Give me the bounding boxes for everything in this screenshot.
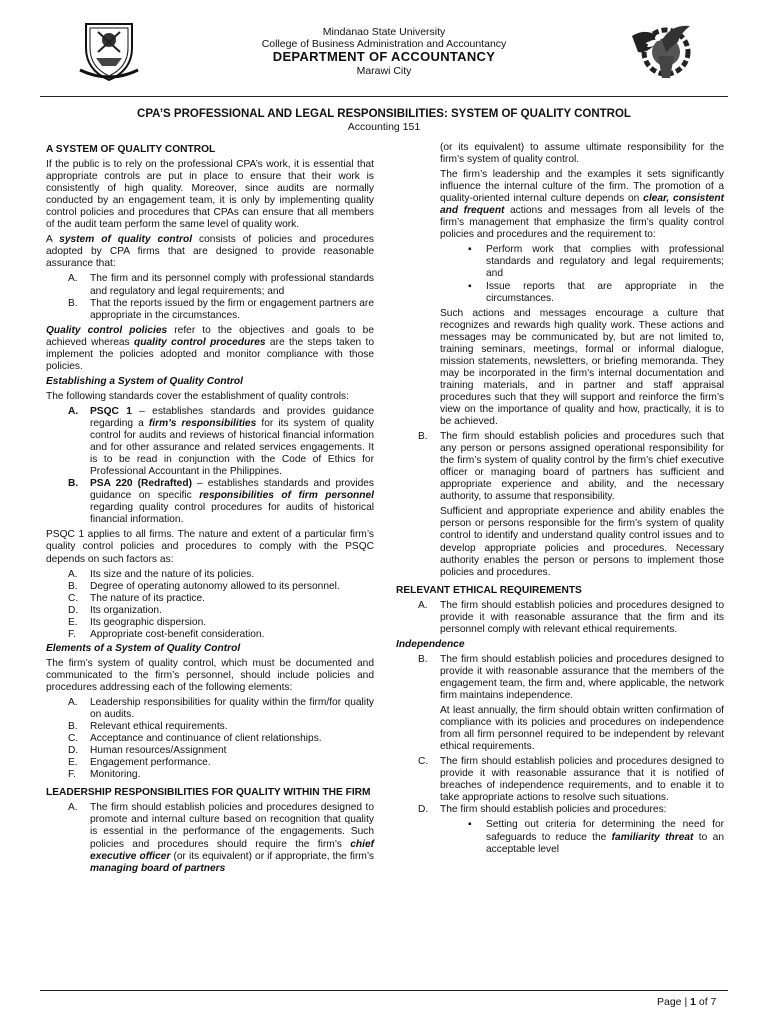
left-column	[46, 144, 374, 878]
page-number: Page | 1 of 7	[657, 996, 717, 1008]
leadership-culture-paragraph: The firm’s leadership and the examples it sets significantly influence the internal culture of the firm. The promotion of a quality-oriented internal culture depends on clear, consistent and frequent actions and messages from all levels of the firm’s management that emphasize the firm’s quality control policies and procedures and the requirement to:	[440, 169, 724, 241]
definition-paragraph: A system of quality control consists of policies and procedures adopted by CPA firms that are designed to provide reasonable assurance that:	[46, 234, 374, 270]
leadership-continuation: (or its equivalent) to assume ultimate responsibility for the firm’s system of quality control.	[440, 142, 724, 166]
list-item: D. Human resources/Assignment	[68, 745, 227, 757]
accountancy-eagle-logo	[628, 16, 696, 86]
list-item: E. Engagement performance.	[68, 757, 211, 769]
list-item: F. Appropriate cost-benefit consideration.	[68, 628, 265, 640]
list-item: B. The firm should establish policies and procedures designed to provide it with reasonable assurance that the members of the engagement team, the firm and, where applicable, the network firm maintains independence.	[418, 653, 724, 702]
assurance-list	[46, 273, 374, 321]
factors-list	[46, 569, 374, 641]
leadership-list	[46, 802, 374, 874]
header-rule	[40, 96, 728, 97]
subheading-establishing: Establishing a System of Quality Control	[46, 375, 243, 387]
list-item: A. PSQC 1 – establishes standards and provides guidance regarding a firm’s responsibilities for its system of quality control for audits and reviews of historical financial information and for other assurance and related services engagements. It is to be read in conjunction with the Code of Ethics for Professional Accountant in the Philippines.	[68, 405, 375, 478]
psqc-applies-paragraph: PSQC 1 applies to all firms. The nature and extent of a particular firm’s quality control policies and procedures to comply with the PSQC depends on such factors as:	[46, 529, 374, 565]
elements-list	[46, 697, 374, 781]
page-header	[0, 0, 768, 96]
independence-list-c	[396, 756, 724, 816]
department-name: DEPARTMENT OF ACCOUNTANCY	[272, 49, 496, 65]
section-heading-ethical: RELEVANT ETHICAL REQUIREMENTS	[396, 584, 582, 596]
list-item: A. The firm should establish policies and procedures designed to promote and internal culture based on recognition that quality is essential in the performance of the engagements. Such policies and procedures should require the firm’s chief executive officer (or its equivalent) or if appropriate, the firm’s managing board of partners	[68, 802, 374, 874]
list-item: D. Its organization.	[68, 604, 162, 616]
list-item: B. Relevant ethical requirements.	[68, 721, 228, 733]
subheading-independence: Independence	[396, 638, 465, 650]
city-name: Marawi City	[356, 65, 412, 78]
section-heading-leadership: LEADERSHIP RESPONSIBILITIES FOR QUALITY WITHIN THE FIRM	[46, 787, 371, 799]
list-item: B. That the reports issued by the firm or engagement partners are appropriate in the circumstances.	[68, 297, 374, 321]
college-name: College of Business Administration and Accountancy	[261, 38, 507, 51]
list-item: ▪ Issue reports that are appropriate in the circumstances.	[468, 280, 724, 304]
list-item: ▪ Perform work that complies with professional standards and regulatory and legal requirements; and	[468, 244, 724, 280]
list-item: C. The nature of its practice.	[68, 592, 205, 604]
list-item: A. Its size and the nature of its policies.	[68, 568, 255, 580]
requirement-bullets	[396, 244, 724, 304]
list-item: A. The firm and its personnel comply with professional standards and regulatory and legal requirements; and	[68, 273, 374, 297]
standards-list	[46, 406, 374, 526]
written-confirmation-paragraph: At least annually, the firm should obtain written confirmation of compliance with its policies and procedures on independence from all firm personnel required to be independent by relevant ethical requirements.	[440, 705, 724, 753]
right-column	[396, 142, 724, 859]
section-heading-system-of-quality-control: A SYSTEM OF QUALITY CONTROL	[46, 144, 216, 155]
elements-intro: The firm’s system of quality control, which must be documented and communicated to the firm’s personnel, should include policies and procedures addressing each of the following elements:	[46, 657, 374, 693]
university-name: Mindanao State University	[322, 26, 446, 38]
list-item: C. Acceptance and continuance of client relationships.	[68, 733, 322, 745]
footer-rule	[40, 990, 728, 991]
independence-list-b	[396, 654, 724, 702]
actions-messages-paragraph: Such actions and messages encourage a culture that recognizes and rewards high quality work. These actions and messages may be communicated by, but are not limited to, training seminars, meetings, formal or informal dialogue, mission statements, newsletters, or briefing memoranda. They may be incorporated in the firm’s internal documentation and training materials, and in partner and staff appraisal procedures such that they will support and reinforce the firm’s view on the importance of quality and how, practically, it is to be achieved.	[440, 307, 724, 428]
list-item: C. The firm should establish policies and procedures designed to provide it with reasonable assurance that it is notified of breaches of independence requirements, and to enable it to take appropriate actions to resolve such situations.	[418, 756, 724, 804]
document-title: CPA’S PROFESSIONAL AND LEGAL RESPONSIBILITIES: SYSTEM OF QUALITY CONTROL	[137, 108, 631, 120]
intro-paragraph: If the public is to rely on the professional CPA’s work, it is essential that appropriate controls are put in place to ensure that their work is consistently of high quality. Moreover, since audits are normally conducted by an engagement team, it is only by implementing quality control policies and procedures that CPAs can ensure that all members of the audit team perform the same level of quality work.	[46, 159, 374, 231]
list-item: F. Monitoring.	[68, 769, 141, 781]
list-item: B. PSA 220 (Redrafted) – establishes standards and provides guidance on specific responsibilities of firm personnel regarding quality control procedures for audits of historical financial information.	[68, 478, 375, 526]
list-item: E. Its geographic dispersion.	[68, 616, 207, 628]
list-item: ▪ Setting out criteria for determining the need for safeguards to reduce the familiarity threat to an acceptable level	[468, 819, 724, 855]
list-item: B. Degree of operating autonomy allowed to its personnel.	[68, 580, 340, 592]
experience-paragraph: Sufficient and appropriate experience and ability enables the person or persons responsible for the firm’s system of quality control to identify and understand quality control issues and to develop appropriate policies and procedures. Necessary authority enables the person or persons to implement those policies and procedures.	[440, 506, 724, 578]
safeguard-bullets	[396, 819, 724, 855]
list-item: A. The firm should establish policies and procedures designed to provide it with reasonable assurance that the firm and its personnel comply with relevant ethical requirements.	[418, 599, 724, 635]
document-subtitle: Accounting 151	[347, 121, 421, 133]
list-item: A. Leadership responsibilities for quality within the firm/for quality on audits.	[68, 697, 374, 721]
list-item: D. The firm should establish policies and procedures:	[418, 804, 667, 816]
policies-paragraph: Quality control policies refer to the objectives and goals to be achieved whereas quality control procedures are the steps taken to implement the policies adopted and monitor compliance with those policies.	[46, 324, 374, 372]
list-item: B. The firm should establish policies and procedures such that any person or persons assigned operational responsibility for the firm’s system of quality control by the firm’s chief executive officer or managing board of partners has sufficient and appropriate experience and ability, and the necessary authority, to assume that responsibility.	[418, 431, 724, 503]
leadership-list-b	[396, 431, 724, 503]
ethical-list	[396, 600, 724, 636]
subheading-elements: Elements of a System of Quality Control	[46, 642, 241, 654]
standards-intro: The following standards cover the establishment of quality controls:	[46, 390, 349, 402]
